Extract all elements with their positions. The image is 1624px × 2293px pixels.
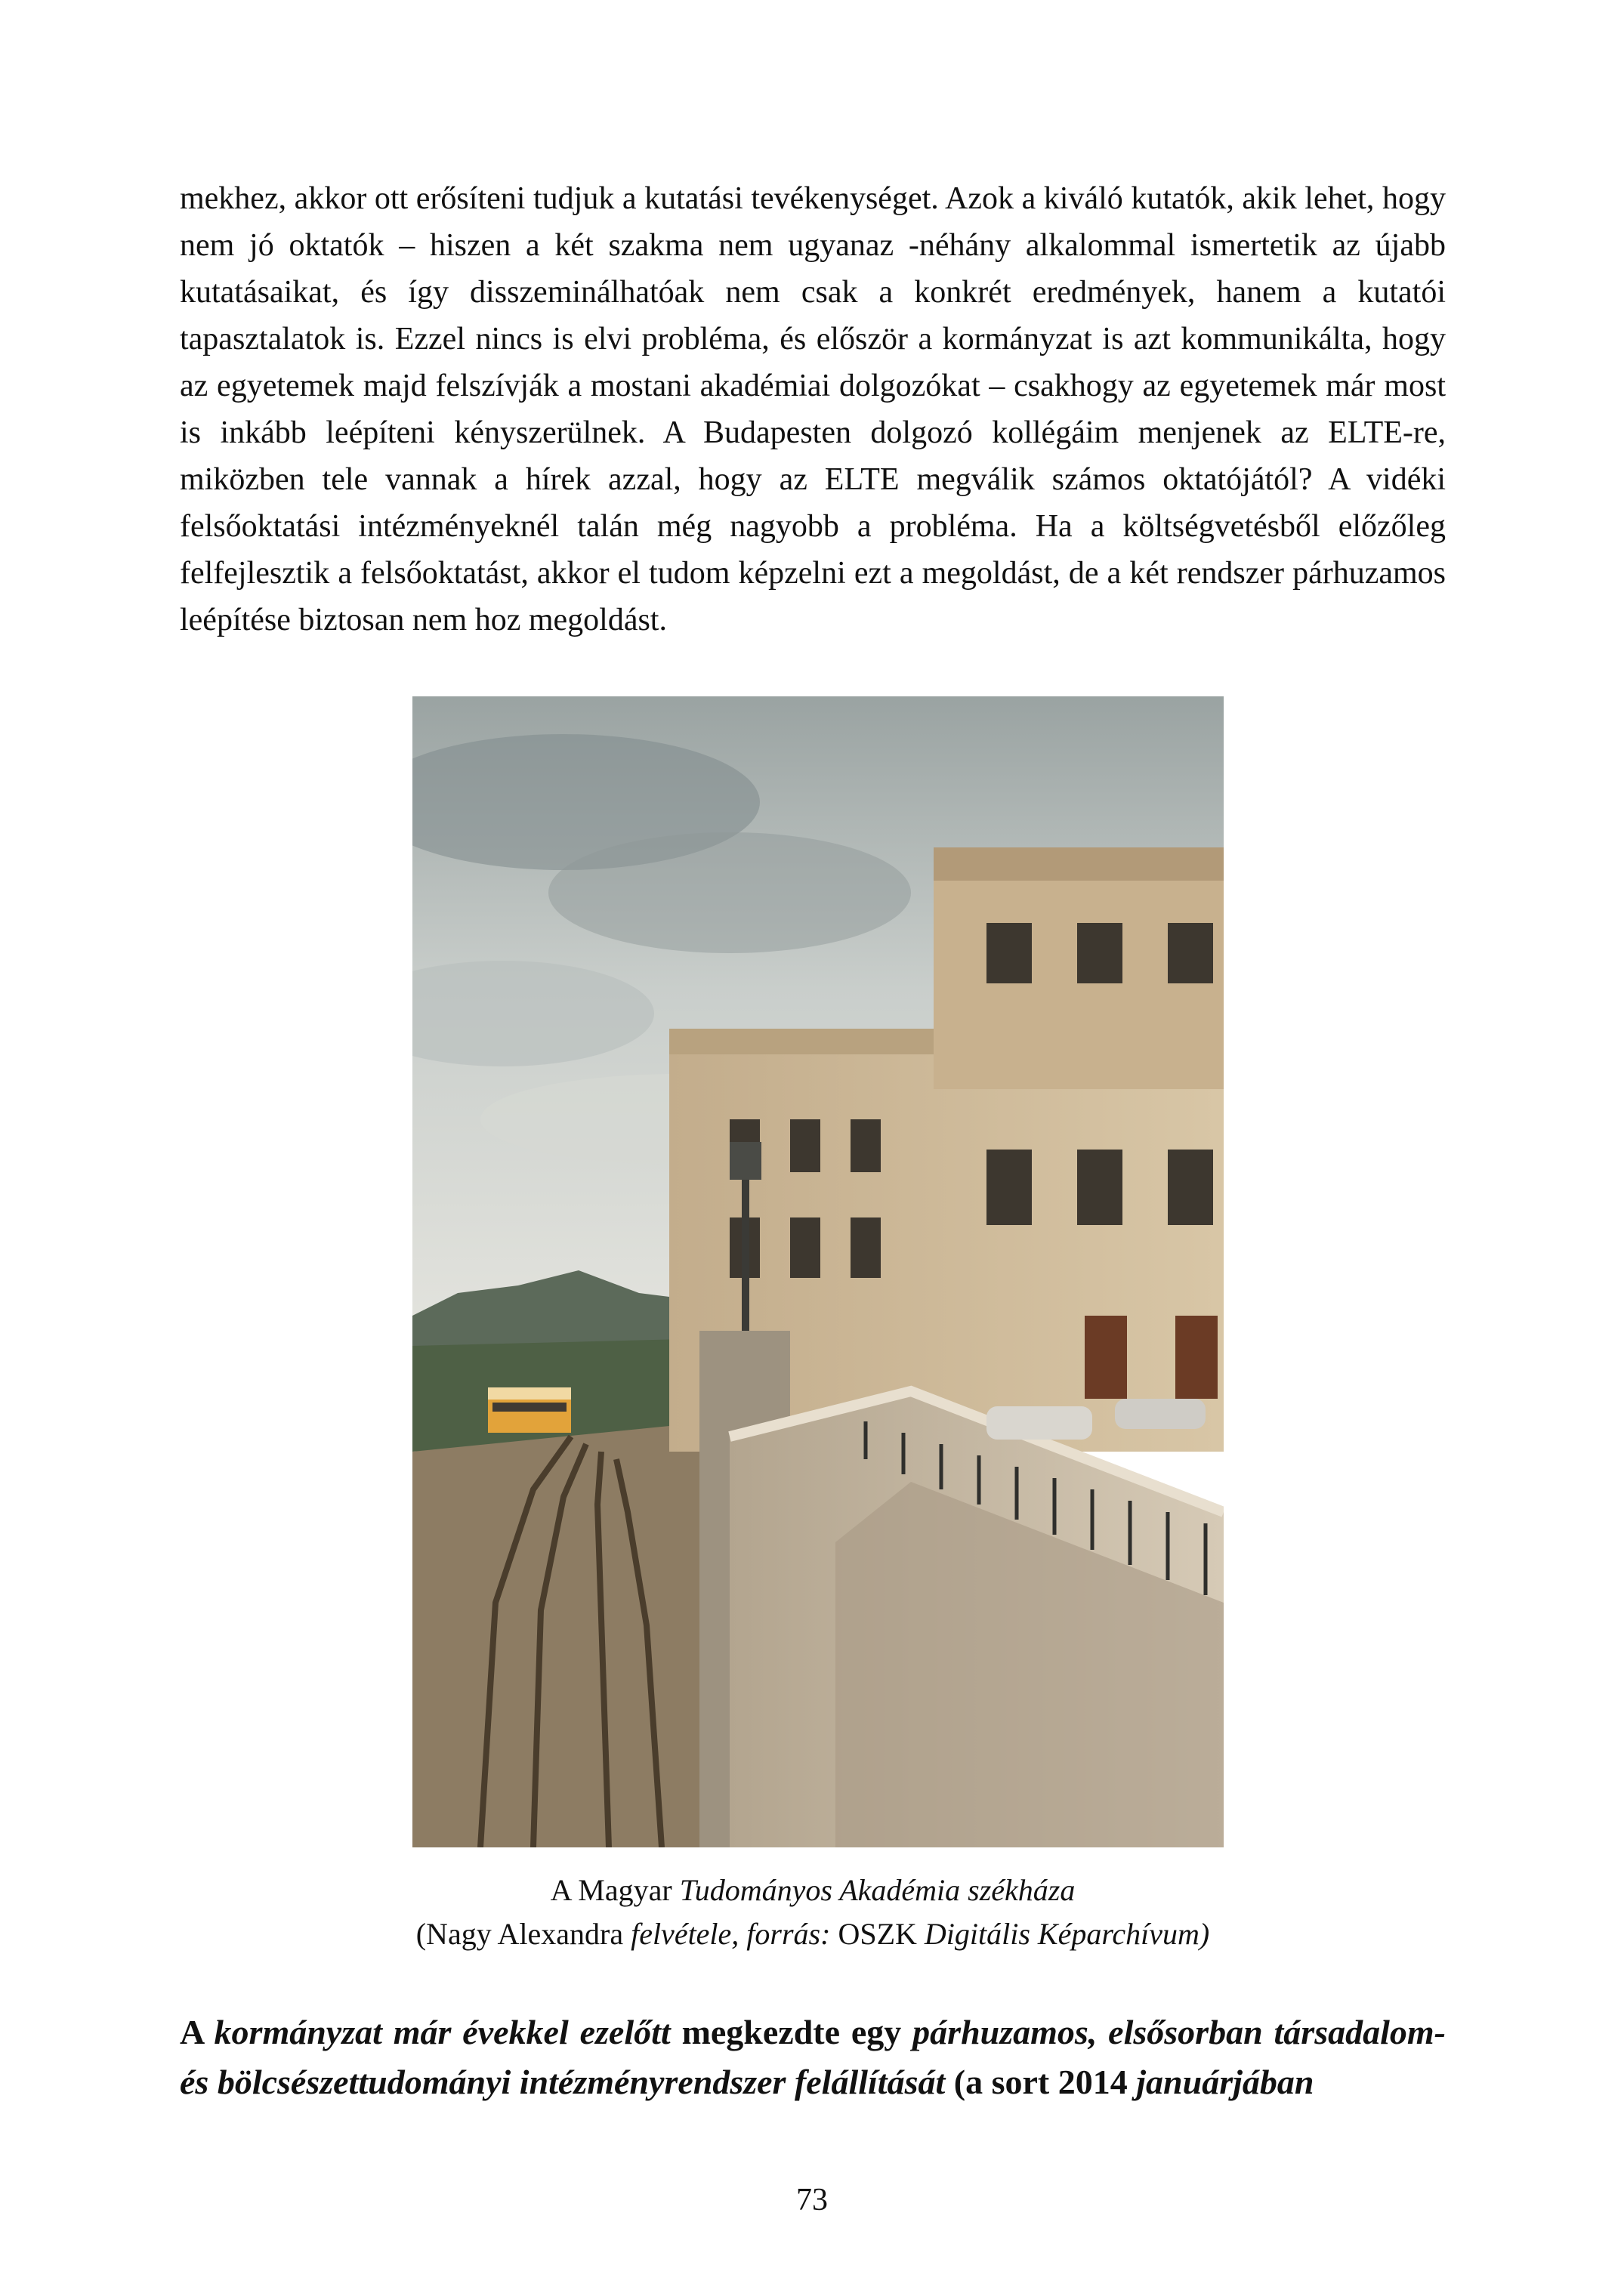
caption-line-2: (Nagy Alexandra felvétele, forrás: OSZK Digitális Képarchívum) xyxy=(415,1917,1210,1951)
closing-paragraph: A kormányzat már évekkel ezelőtt megkezdte egy párhuzamos, elsősorban társadalom- és bölcsészettudományi intézményrendszer felállítását (a sort 2014 januárjában xyxy=(180,2013,1446,2101)
academy-building-image xyxy=(412,696,1224,1847)
page-number: 73 xyxy=(796,2183,828,2217)
figure-caption xyxy=(180,1869,1446,1956)
academy-photo xyxy=(412,696,1224,1847)
body-paragraph: mekhez, akkor ott erősíteni tudjuk a kutatási tevékenységet. Azok a kiváló kutatók, akik lehet, hogy nem jó oktatók – hiszen a két szakma nem ugyanaz -néhány alkalommal ismertetik az újabb kutatásaikat, és így disszeminálhatóak nem csak a konkrét eredmények, hanem a kutatói tapasztalatok is. Ezzel nincs is elvi probléma, és először a kormányzat is azt kommunikálta, hogy az egyetemek majd felszívják a mostani akadémiai dolgozókat – csakhogy az egyetemek már most is inkább leépíteni kényszerülnek. A Budapesten dolgozó kollégáim menjenek az ELTE-re, miközben tele vannak a hírek azzal, hogy az ELTE megválik számos oktatójától? A vidéki felsőoktatási intézményeknél talán még nagyobb a probléma. Ha a költségvetésből előzőleg felfejlesztik a felsőoktatást, akkor el tudom képzelni ezt a megoldást, de a két rendszer párhuzamos leépítése biztosan nem hoz megoldást. xyxy=(180,181,1446,637)
caption-line-1: A Magyar Tudományos Akadémia székháza xyxy=(550,1873,1076,1907)
